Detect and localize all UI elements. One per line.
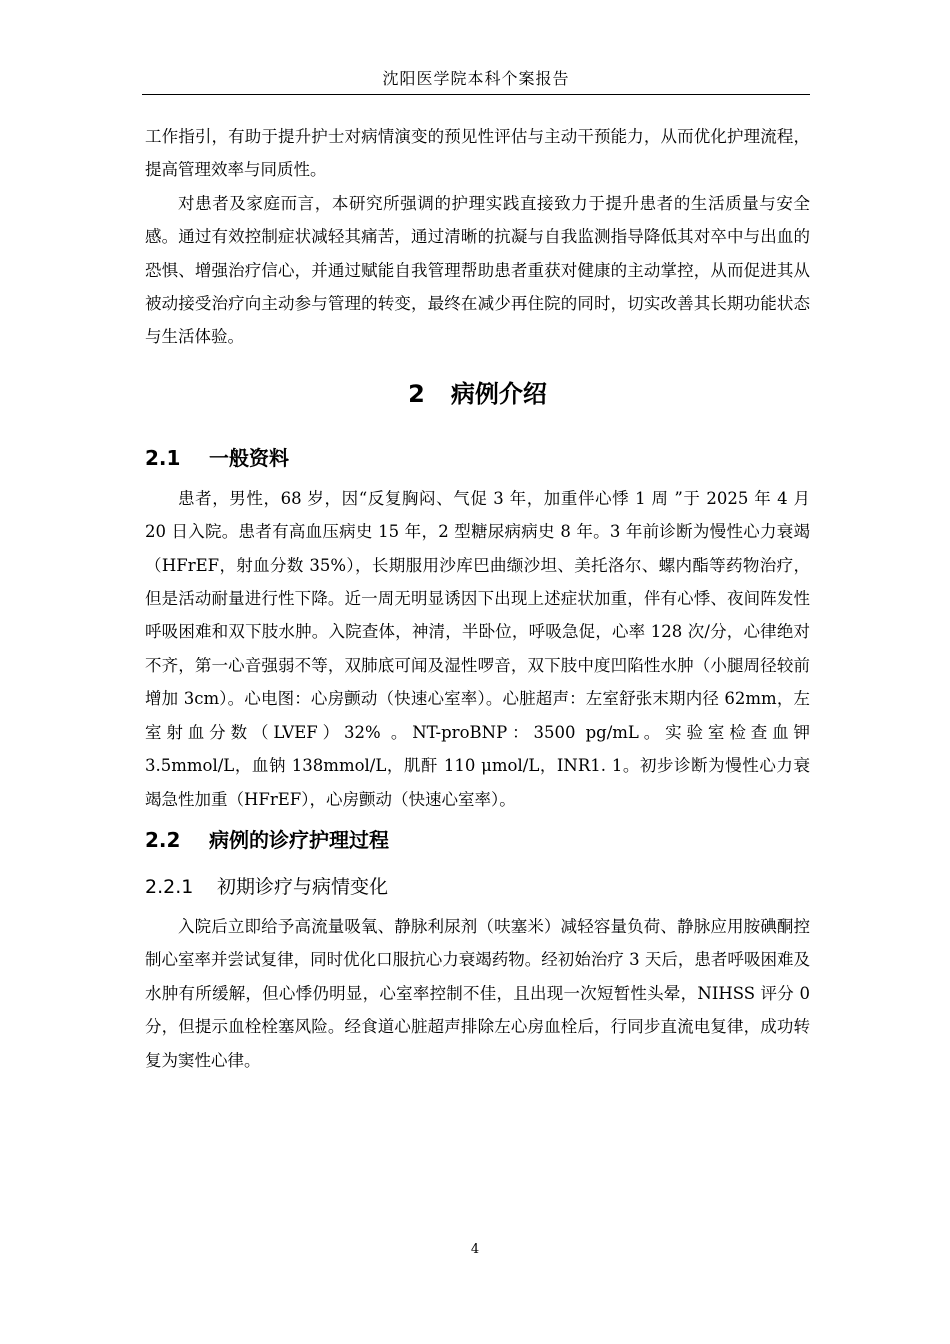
subsection-heading-initial-treatment	[145, 864, 810, 910]
paragraph-continued: 工作指引，有助于提升护士对病情演变的预见性评估与主动干预能力，从而优化护理流程，提高管理效率与同质性。	[145, 127, 810, 180]
section-number: 2.1	[145, 445, 181, 470]
subsection-title: 初期诊疗与病情变化	[217, 875, 389, 898]
paragraph-general-info: 患者，男性，68 岁，因“反复胸闷、气促 3 年，加重伴心悸 1 周 ”于 2025 年 4 月 20 日入院。患者有高血压病史 15 年，2 型糖尿病病史 8 年。3 年前诊断为慢性心力衰竭（HFrEF，射血分数 35%），长期服用沙库巴曲缬沙坦、美托洛尔、螺内酯等药物治疗，但是活动耐量进行性下降。近一周无明显诱因下出现上述症状加重，伴有心悸、夜间阵发性呼吸困难和双下肢水肿。入院查体，神清，半卧位，呼吸急促，心率 128 次/分，心律绝对不齐，第一心音强弱不等，双肺底可闻及湿性啰音，双下肢中度凹陷性水肿（小腿周径较前增加 3cm）。心电图：心房颤动（快速心室率）。心脏超声：左室舒张末期内径 62mm，左室射血分数（LVEF）32% 。NT-proBNP：3500 pg/mL。实验室检查血钾 3.5mmol/L，血钠 138mmol/L，肌酐 110 μmol/L，INR1. 1。初步诊断为慢性心力衰竭急性加重（HFrEF），心房颤动（快速心室率）。	[145, 488, 810, 809]
section-number: 2.2	[145, 827, 181, 852]
chapter-heading	[145, 354, 810, 434]
header-rule	[142, 94, 810, 95]
page-body	[145, 120, 810, 1077]
section-heading-treatment-process	[145, 816, 810, 864]
paragraph-initial-treatment: 入院后立即给予高流量吸氧、静脉利尿剂（呋塞米）减轻容量负荷、静脉应用胺碘酮控制心室率并尝试复律，同时优化口服抗心力衰竭药物。经初始治疗 3 天后，患者呼吸困难及水肿有所缓解，但心悸仍明显，心室率控制不佳，且出现一次短暂性头晕，NIHSS 评分 0 分，但提示血栓栓塞风险。经食道心脏超声排除左心房血栓后，行同步直流电复律，成功转复为窦性心律。	[145, 916, 810, 1070]
subsection-number: 2.2.1	[145, 875, 194, 898]
section-title: 一般资料	[209, 445, 289, 470]
chapter-number: 2	[408, 379, 425, 408]
page-number: 4	[470, 1242, 480, 1257]
running-header: 沈阳医学院本科个案报告	[382, 69, 570, 88]
section-heading-general-info	[145, 434, 810, 482]
section-title: 病例的诊疗护理过程	[209, 827, 389, 852]
chapter-title: 病例介绍	[450, 379, 547, 408]
paragraph-significance: 对患者及家庭而言，本研究所强调的护理实践直接致力于提升患者的生活质量与安全感。通过有效控制症状减轻其痛苦，通过清晰的抗凝与自我监测指导降低其对卒中与出血的恐惧、增强治疗信心，并通过赋能自我管理帮助患者重获对健康的主动掌控，从而促进其从被动接受治疗向主动参与管理的转变，最终在减少再住院的同时，切实改善其长期功能状态与生活体验。	[145, 193, 810, 347]
